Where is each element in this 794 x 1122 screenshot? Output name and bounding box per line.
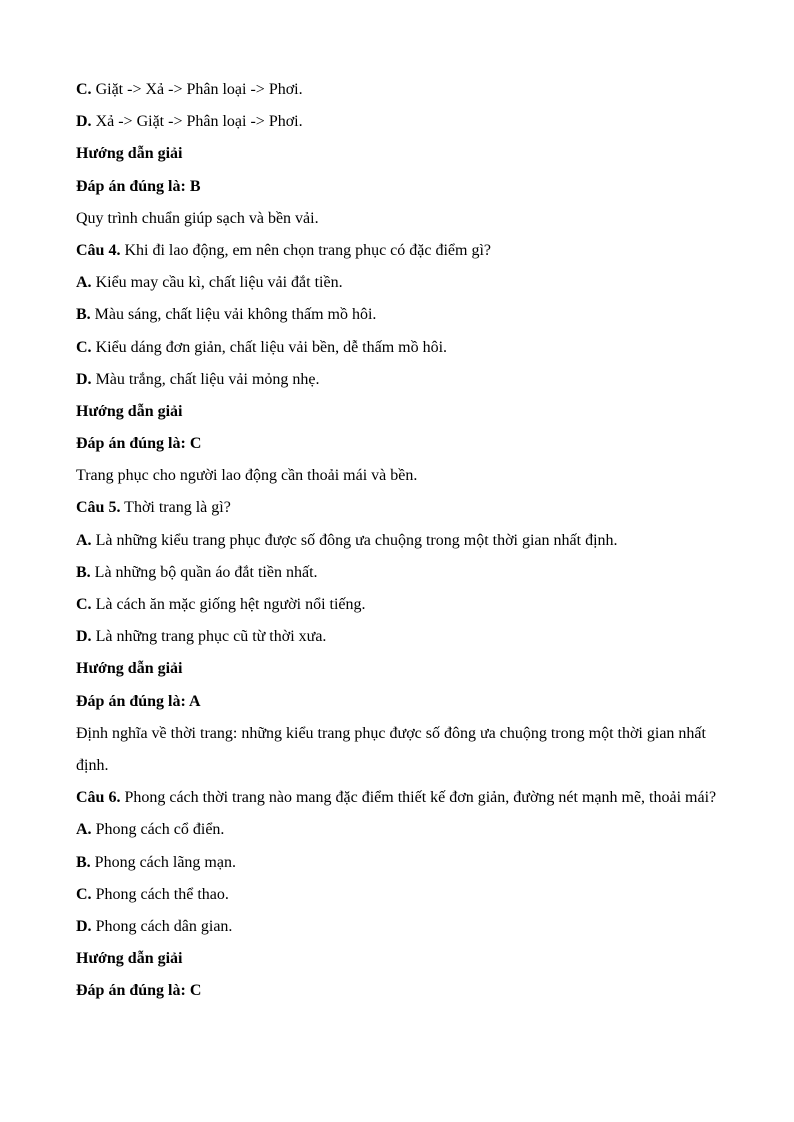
section-heading	[76, 943, 726, 975]
item-label: A.	[76, 531, 92, 549]
option-line	[76, 74, 726, 106]
question-line	[76, 492, 726, 524]
item-text: Là những kiểu trang phục được số đông ưa chuộng trong một thời gian nhất định.	[95, 531, 618, 549]
item-text: Định nghĩa về thời trang: những kiểu trang phục được số đông ưa chuộng trong một thời gian nhất định.	[76, 724, 706, 774]
option-line	[76, 847, 726, 879]
item-label: C.	[76, 338, 92, 356]
item-label: D.	[76, 370, 92, 388]
item-text: Khi đi lao động, em nên chọn trang phục có đặc điểm gì?	[124, 241, 492, 259]
section-heading	[76, 653, 726, 685]
option-line	[76, 332, 726, 364]
item-text: Màu trắng, chất liệu vải mỏng nhẹ.	[95, 370, 320, 388]
item-label: Câu 4.	[76, 241, 121, 259]
item-text: Là những bộ quần áo đắt tiền nhất.	[94, 563, 318, 581]
heading-text: Đáp án đúng là: B	[76, 177, 201, 195]
item-label: Câu 5.	[76, 499, 121, 517]
body-text-line	[76, 460, 726, 492]
option-line	[76, 621, 726, 653]
item-label: B.	[76, 563, 91, 581]
option-line	[76, 911, 726, 943]
heading-text: Đáp án đúng là: C	[76, 435, 202, 453]
item-label: A.	[76, 821, 92, 839]
item-text: Giặt -> Xả -> Phân loại -> Phơi.	[95, 81, 303, 98]
item-label: D.	[76, 628, 92, 646]
section-heading	[76, 686, 726, 718]
question-line	[76, 782, 726, 814]
section-heading	[76, 138, 726, 170]
item-label: C.	[76, 885, 92, 903]
option-line	[76, 879, 726, 911]
body-text-line	[76, 203, 726, 235]
item-text: Màu sáng, chất liệu vải không thấm mồ hôi.	[94, 306, 377, 324]
heading-text: Hướng dẫn giải	[76, 950, 183, 968]
item-text: Phong cách dân gian.	[95, 917, 233, 935]
item-text: Trang phục cho người lao động cần thoải mái và bền.	[76, 467, 418, 485]
item-text: Phong cách thể thao.	[95, 885, 229, 903]
item-label: A.	[76, 274, 92, 292]
heading-text: Đáp án đúng là: C	[76, 982, 202, 1000]
question-line	[76, 235, 726, 267]
item-text: Kiểu dáng đơn giản, chất liệu vải bền, dễ thấm mồ hôi.	[95, 338, 448, 356]
item-text: Phong cách lãng mạn.	[94, 853, 236, 871]
option-line	[76, 106, 726, 138]
item-text: Xả -> Giặt -> Phân loại -> Phơi.	[95, 113, 303, 131]
heading-text: Hướng dẫn giải	[76, 145, 183, 163]
item-label: B.	[76, 853, 91, 871]
item-label: D.	[76, 113, 92, 131]
heading-text: Hướng dẫn giải	[76, 660, 183, 678]
option-line	[76, 364, 726, 396]
heading-text: Đáp án đúng là: A	[76, 692, 201, 710]
option-line	[76, 589, 726, 621]
item-text: Thời trang là gì?	[124, 499, 231, 517]
section-heading	[76, 975, 726, 1007]
item-text: Là những trang phục cũ từ thời xưa.	[95, 628, 327, 646]
section-heading	[76, 171, 726, 203]
option-line	[76, 299, 726, 331]
section-heading	[76, 396, 726, 428]
item-label: D.	[76, 917, 92, 935]
option-line	[76, 267, 726, 299]
item-label: C.	[76, 81, 92, 98]
item-text: Phong cách cổ điển.	[95, 821, 225, 839]
option-line	[76, 814, 726, 846]
item-label: C.	[76, 596, 92, 613]
section-heading	[76, 428, 726, 460]
item-text: Kiểu may cầu kì, chất liệu vải đắt tiền.	[95, 274, 343, 292]
item-label: B.	[76, 306, 91, 324]
option-line	[76, 525, 726, 557]
item-text: Phong cách thời trang nào mang đặc điểm thiết kế đơn giản, đường nét mạnh mẽ, thoải mái?	[124, 789, 717, 807]
option-line	[76, 557, 726, 589]
item-label: Câu 6.	[76, 789, 121, 807]
item-text: Là cách ăn mặc giống hệt người nổi tiếng.	[95, 596, 366, 613]
body-text-line	[76, 718, 726, 782]
document-content	[76, 74, 726, 1007]
item-text: Quy trình chuẩn giúp sạch và bền vải.	[76, 209, 319, 227]
heading-text: Hướng dẫn giải	[76, 402, 183, 420]
